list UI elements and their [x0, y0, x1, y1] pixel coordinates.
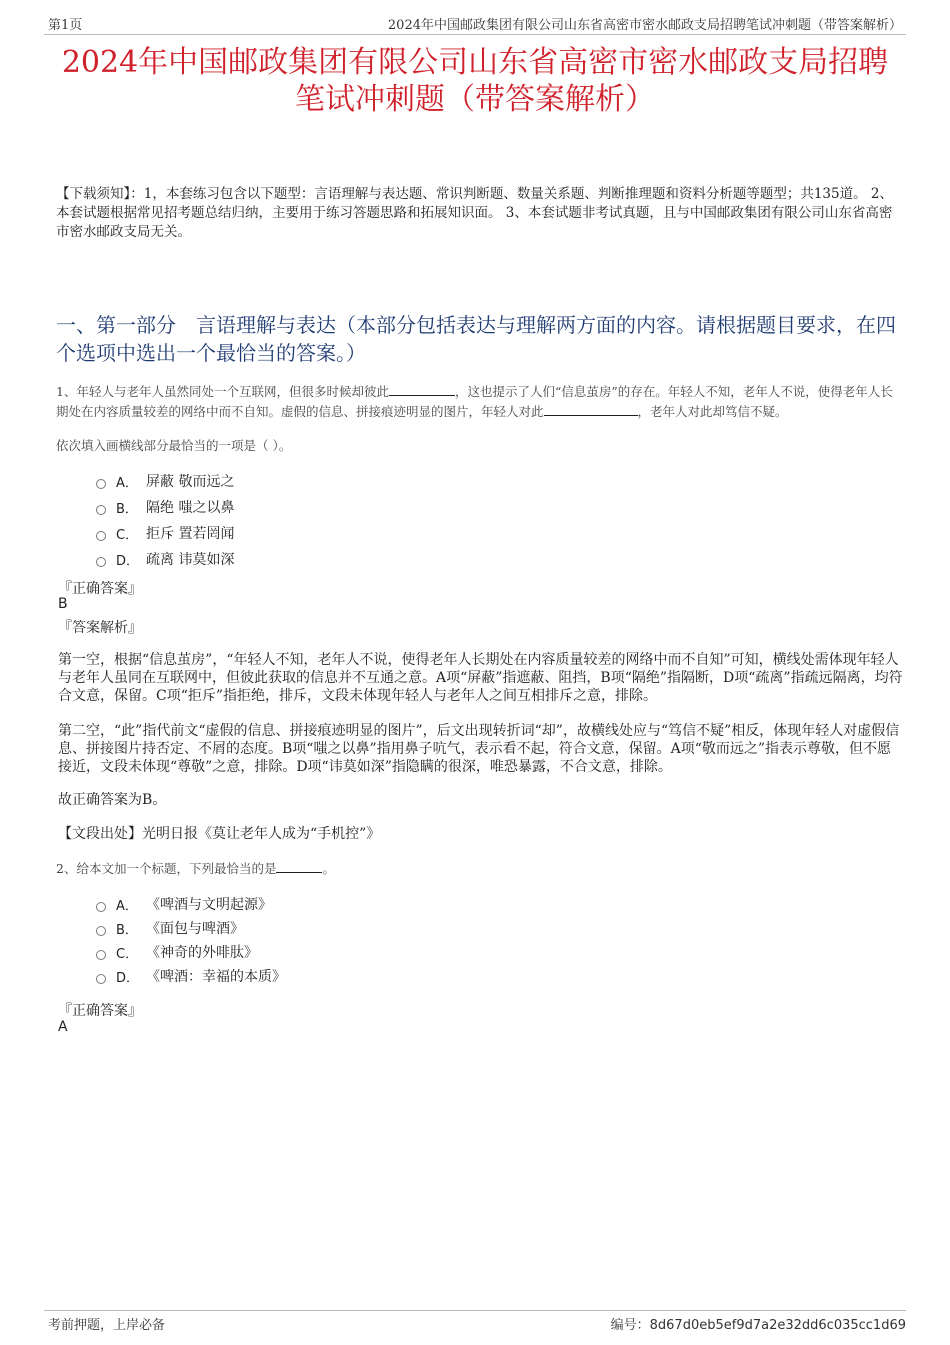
- radio-icon[interactable]: [96, 531, 106, 541]
- option-text: 屏蔽 敬而远之: [146, 474, 235, 490]
- footer-code-block: [611, 1314, 906, 1333]
- page-header: [44, 12, 906, 35]
- title-line-1: 2024年中国邮政集团有限公司山东省高密市密水邮政支局招聘: [61, 45, 889, 80]
- q2-option-b[interactable]: [96, 916, 286, 940]
- radio-icon[interactable]: [96, 557, 106, 567]
- radio-icon[interactable]: [96, 950, 106, 960]
- option-text: 《啤酒：幸福的本质》: [146, 969, 286, 985]
- radio-icon[interactable]: [96, 974, 106, 984]
- q1-text-a: 1、年轻人与老年人虽然同处一个互联网，但很多时候却彼此: [56, 384, 389, 399]
- footer-slogan: 考前押题，上岸必备: [48, 1318, 166, 1333]
- q1-option-d[interactable]: [96, 546, 234, 572]
- option-letter: D．: [116, 553, 140, 569]
- question-1-options: [96, 468, 234, 572]
- option-letter: A．: [116, 898, 138, 914]
- q1-text-b: ，这也提示了人们“信息茧房”的存在。年轻人不知，老年人不说，使得老年人长期处在内容质量较差的网络中而不自知。虚假的信息、拼接痕迹明显的图片，年轻人对此: [56, 384, 893, 419]
- q2-text-end: 。: [322, 861, 335, 876]
- q2-blank: [276, 860, 322, 873]
- option-letter: C．: [116, 527, 139, 543]
- radio-icon[interactable]: [96, 902, 106, 912]
- option-letter: C．: [116, 946, 139, 962]
- section-title: 一、第一部分 言语理解与表达（本部分包括表达与理解两方面的内容。请根据题目要求，在四个选项中选出一个最恰当的答案。）: [56, 313, 896, 365]
- option-text: 《面包与啤酒》: [146, 921, 244, 937]
- option-letter: D．: [116, 970, 140, 986]
- option-letter: B．: [116, 922, 138, 938]
- option-text: 隔绝 嗤之以鼻: [146, 500, 235, 516]
- page-number: 第1页: [48, 18, 83, 33]
- q2-answer-label: 『正确答案』: [58, 1003, 142, 1019]
- radio-icon[interactable]: [96, 505, 106, 515]
- q1-analysis-paragraph-1: 第一空，根据“信息茧房”，“年轻人不知，老年人不说，使得老年人长期处在内容质量较差的网络中而不自知”可知，横线处需体现年轻人与老年人虽同在互联网中，但彼此获取的信息并不互通之意。A项“屏蔽”指遮蔽、阻挡，B项“隔绝”指隔断，D项“疏离”指疏远隔离，均符合文意，保留。C项“拒斥”指拒绝，排斥，文段未体现年轻人与老年人之间互相排斥之意，排除。: [58, 652, 903, 704]
- q1-option-b[interactable]: [96, 494, 234, 520]
- q1-answer-label: 『正确答案』: [58, 581, 142, 597]
- option-letter: B．: [116, 501, 138, 517]
- q2-text: 2、给本文加一个标题，下列最恰当的是: [56, 861, 277, 876]
- option-letter: A．: [116, 475, 138, 491]
- q1-option-c[interactable]: [96, 520, 234, 546]
- q1-analysis-conclusion: 故正确答案为B。: [58, 792, 167, 808]
- option-text: 《啤酒与文明起源》: [146, 897, 272, 913]
- q1-text-c: ，老年人对此却笃信不疑。: [637, 404, 788, 419]
- q1-option-a[interactable]: [96, 468, 234, 494]
- radio-icon[interactable]: [96, 479, 106, 489]
- q2-option-a[interactable]: [96, 892, 286, 916]
- q1-source: 【文段出处】光明日报《莫让老年人成为“手机控”》: [58, 826, 381, 842]
- download-notice: 【下载须知】：1，本套练习包含以下题型：言语理解与表达题、常识判断题、数量关系题、判断推理题和资料分析题等题型；共135道。 2、本套试题根据常见招考题总结归纳，主要用于练习答题思路和拓展知识面。 3、本套试题非考试真题，且与中国邮政集团有限公司山东省高密市密水邮政支局无关。: [56, 186, 893, 240]
- q1-analysis-label: 『答案解析』: [58, 620, 142, 636]
- q2-option-d[interactable]: [96, 964, 286, 988]
- q1-blank-1: [389, 383, 455, 396]
- option-text: 疏离 讳莫如深: [146, 552, 235, 568]
- footer-code-label: 编号：: [610, 1318, 650, 1333]
- q2-option-c[interactable]: [96, 940, 286, 964]
- question-1-text: [56, 382, 904, 422]
- q1-answer: B: [58, 596, 68, 612]
- page-footer: [44, 1310, 906, 1335]
- option-text: 《神奇的外啡肽》: [146, 945, 258, 961]
- question-2-options: [96, 892, 286, 988]
- q1-analysis-paragraph-2: 第二空，“此”指代前文“虚假的信息、拼接痕迹明显的图片”，后文出现转折词“却”，故横线处应与“笃信不疑”相反，体现年轻人对虚假信息、拼接图片持否定、不屑的态度。B项“嗤之以鼻”指用鼻子吭气，表示看不起，符合文意，保留。A项“敬而远之”指表示尊敬，但不愿接近，文段未体现“尊敬”之意，排除。D项“讳莫如深”指隐瞒的很深，唯恐暴露，不合文意，排除。: [58, 723, 900, 775]
- footer-code: 8d67d0eb5ef9d7a2e32dd6c035cc1d69: [649, 1318, 906, 1333]
- document-title: [40, 44, 910, 118]
- title-line-2: 笔试冲刺题（带答案解析）: [295, 82, 655, 117]
- question-1-instruction: 依次填入画横线部分最恰当的一项是（ ）。: [56, 438, 292, 453]
- radio-icon[interactable]: [96, 926, 106, 936]
- question-2-text: [56, 859, 904, 879]
- header-doc-title: 2024年中国邮政集团有限公司山东省高密市密水邮政支局招聘笔试冲刺题（带答案解析）: [387, 18, 902, 33]
- option-text: 拒斥 置若罔闻: [146, 526, 235, 542]
- q1-blank-2: [544, 403, 638, 416]
- q2-answer: A: [58, 1019, 68, 1035]
